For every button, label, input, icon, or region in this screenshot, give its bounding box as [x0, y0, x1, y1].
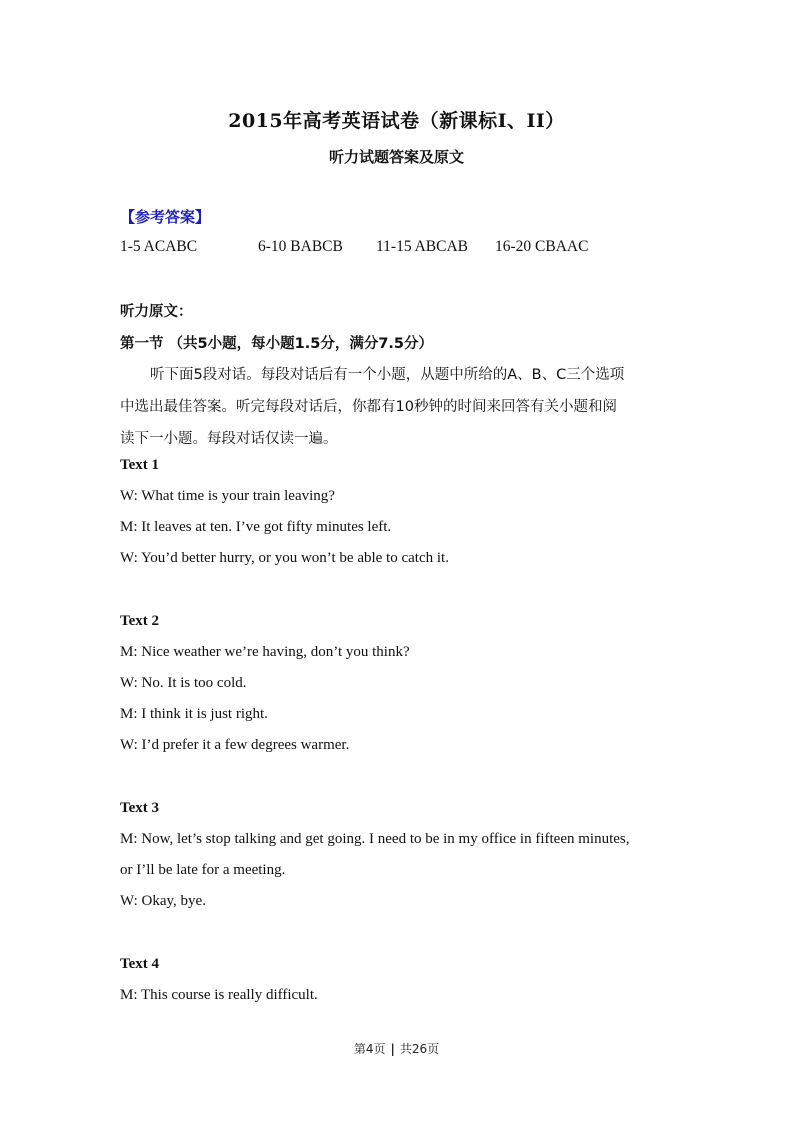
dialogue-line: M: Now, let’s stop talking and get going. I need to be in my office in fifteen minutes, — [120, 831, 630, 847]
text-3-label: Text 3 — [120, 800, 160, 816]
instruction-line: 中选出最佳答案。听完每段对话后，你都有10秒钟的时间来回答有关小题和阅 — [120, 399, 617, 415]
transcript-heading: 听力原文： — [120, 304, 193, 320]
page-number-total: 共26页 — [399, 1042, 440, 1056]
dialogue-line: M: This course is really difficult. — [120, 987, 318, 1003]
dialogue-line: W: No. It is too cold. — [120, 675, 247, 691]
dialogue-line: W: Okay, bye. — [120, 893, 206, 909]
text-4-label: Text 4 — [120, 956, 160, 972]
dialogue-line: W: What time is your train leaving? — [120, 488, 335, 504]
dialogue-line: M: It leaves at ten. I’ve got fifty minutes left. — [120, 519, 392, 535]
dialogue-line: M: Nice weather we’re having, don’t you think? — [120, 644, 410, 660]
instruction-line: 读下一小题。每段对话仅读一遍。 — [120, 431, 338, 447]
dialogue-line: or I’ll be late for a meeting. — [120, 862, 286, 878]
page-footer — [0, 1040, 793, 1057]
page-subtitle: 听力试题答案及原文 — [328, 148, 464, 166]
page-number-current: 第4页 — [353, 1042, 386, 1056]
page-title: 2015年高考英语试卷（新课标I、II） — [228, 110, 565, 132]
footer-separator: | — [390, 1042, 395, 1056]
text-1-label: Text 1 — [120, 457, 160, 473]
dialogue-line: M: I think it is just right. — [120, 706, 268, 722]
answer-key-label: 【参考答案】 — [120, 208, 211, 226]
answer-group: 11-15 ABCAB — [376, 238, 469, 255]
answer-group: 16-20 CBAAC — [495, 238, 589, 255]
instruction-line: 听下面5段对话。每段对话后有一个小题，从题中所给的A、B、C三个选项 — [150, 367, 625, 383]
answer-group: 6-10 BABCB — [258, 238, 343, 255]
answer-group: 1-5 ACABC — [120, 238, 198, 255]
text-2-label: Text 2 — [120, 613, 160, 629]
dialogue-line: W: I’d prefer it a few degrees warmer. — [120, 737, 350, 753]
section-title: 第一节 （共5小题，每小题1.5分，满分7.5分） — [120, 336, 434, 352]
dialogue-line: W: You’d better hurry, or you won’t be able to catch it. — [120, 550, 449, 566]
